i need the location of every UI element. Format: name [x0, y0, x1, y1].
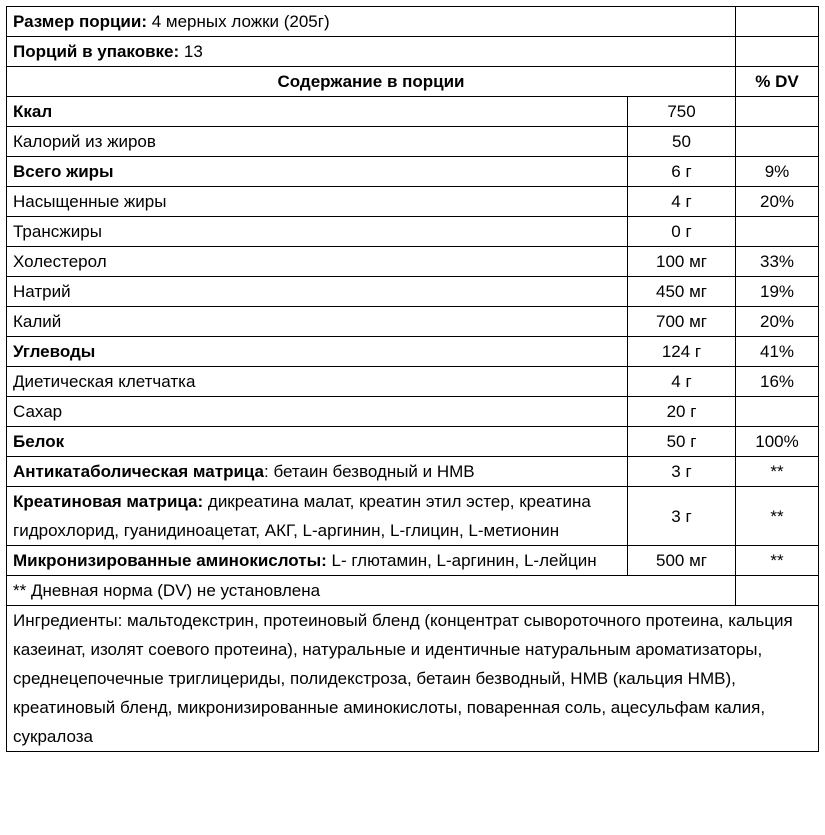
- nutrient-row: [7, 127, 819, 157]
- nutrient-dv: [736, 397, 819, 427]
- nutrient-dv: 20%: [736, 307, 819, 337]
- header-row: [7, 67, 819, 97]
- nutrient-amount: 50: [628, 127, 736, 157]
- nutrient-row: [7, 277, 819, 307]
- nutrient-amount: 0 г: [628, 217, 736, 247]
- servings-per-pack-cell: [7, 37, 736, 67]
- dv-note: ** Дневная норма (DV) не установлена: [7, 576, 736, 606]
- matrix-amount: 3 г: [628, 457, 736, 487]
- nutrient-amount: 20 г: [628, 397, 736, 427]
- nutrient-row: [7, 217, 819, 247]
- matrix-description: [7, 457, 628, 487]
- matrix-row: [7, 546, 819, 576]
- nutrient-row: [7, 157, 819, 187]
- nutrient-dv: 19%: [736, 277, 819, 307]
- matrix-title: Креатиновая матрица:: [13, 492, 204, 511]
- matrix-components: дикреатина малат, креатин этил эстер, креатина гидрохлорид, гуанидиноацетат, АКГ, L-аргинин, L-глицин, L-метионин: [13, 492, 591, 540]
- ingredients-text: Ингредиенты: мальтодекстрин, протеиновый бленд (концентрат сывороточного протеина, кальция казеинат, изолят соевого протеина), натуральные и идентичные натуральным ароматизаторы, среднецепочечные триглицериды, полидекстроза, бетаин безводный, HMB (кальция HMB), креатиновый бленд, микронизированные аминокислоты, поваренная соль, ацесульфам калия, сукралоза: [7, 606, 819, 752]
- nutrient-row: [7, 367, 819, 397]
- nutrient-name: Углеводы: [7, 337, 628, 367]
- matrix-dv: **: [736, 487, 819, 546]
- nutrient-dv: 100%: [736, 427, 819, 457]
- matrix-title: Микронизированные аминокислоты:: [13, 551, 327, 570]
- matrix-row: [7, 457, 819, 487]
- nutrient-dv: 16%: [736, 367, 819, 397]
- matrix-components: : бетаин безводный и HMB: [264, 462, 475, 481]
- nutrient-dv: [736, 97, 819, 127]
- nutrient-dv: 9%: [736, 157, 819, 187]
- note-row: [7, 576, 819, 606]
- nutrient-name: Калорий из жиров: [7, 127, 628, 157]
- nutrient-row: [7, 247, 819, 277]
- nutrient-name: Трансжиры: [7, 217, 628, 247]
- nutrient-dv: 33%: [736, 247, 819, 277]
- matrix-description: [7, 487, 628, 546]
- nutrient-amount: 4 г: [628, 187, 736, 217]
- serving-size-row: [7, 7, 819, 37]
- nutrient-name: Белок: [7, 427, 628, 457]
- content-header: Содержание в порции: [7, 67, 736, 97]
- nutrient-row: [7, 187, 819, 217]
- ingredients-row: [7, 606, 819, 752]
- nutrient-name: Калий: [7, 307, 628, 337]
- servings-per-pack-label: Порций в упаковке:: [13, 42, 180, 61]
- nutrient-row: [7, 427, 819, 457]
- matrix-dv: **: [736, 457, 819, 487]
- matrix-components: L- глютамин, L-аргинин, L-лейцин: [326, 551, 597, 570]
- nutrient-amount: 6 г: [628, 157, 736, 187]
- empty-cell: [736, 37, 819, 67]
- nutrition-table: [6, 6, 819, 752]
- nutrient-name: Холестерол: [7, 247, 628, 277]
- matrix-title: Антикатаболическая матрица: [13, 462, 265, 481]
- nutrient-dv: 20%: [736, 187, 819, 217]
- nutrient-row: [7, 307, 819, 337]
- nutrient-name: Насыщенные жиры: [7, 187, 628, 217]
- nutrient-name: Диетическая клетчатка: [7, 367, 628, 397]
- nutrient-amount: 50 г: [628, 427, 736, 457]
- matrix-amount: 3 г: [628, 487, 736, 546]
- nutrition-facts: [6, 6, 818, 752]
- nutrient-row: [7, 397, 819, 427]
- nutrient-amount: 700 мг: [628, 307, 736, 337]
- servings-per-pack-value: 13: [179, 42, 203, 61]
- nutrient-name: Натрий: [7, 277, 628, 307]
- serving-size-cell: [7, 7, 736, 37]
- nutrient-name: Ккал: [7, 97, 628, 127]
- servings-per-pack-row: [7, 37, 819, 67]
- nutrient-dv: [736, 217, 819, 247]
- nutrient-amount: 100 мг: [628, 247, 736, 277]
- matrix-description: [7, 546, 628, 576]
- empty-cell: [736, 576, 819, 606]
- nutrient-dv: 41%: [736, 337, 819, 367]
- dv-header: % DV: [736, 67, 819, 97]
- nutrient-name: Всего жиры: [7, 157, 628, 187]
- matrix-amount: 500 мг: [628, 546, 736, 576]
- matrix-dv: **: [736, 546, 819, 576]
- serving-size-value: 4 мерных ложки (205г): [147, 12, 330, 31]
- nutrient-amount: 750: [628, 97, 736, 127]
- nutrient-dv: [736, 127, 819, 157]
- nutrient-row: [7, 337, 819, 367]
- nutrient-amount: 4 г: [628, 367, 736, 397]
- nutrient-name: Сахар: [7, 397, 628, 427]
- empty-cell: [736, 7, 819, 37]
- matrix-row: [7, 487, 819, 546]
- serving-size-label: Размер порции:: [13, 12, 147, 31]
- nutrient-row: [7, 97, 819, 127]
- nutrient-amount: 124 г: [628, 337, 736, 367]
- nutrient-amount: 450 мг: [628, 277, 736, 307]
